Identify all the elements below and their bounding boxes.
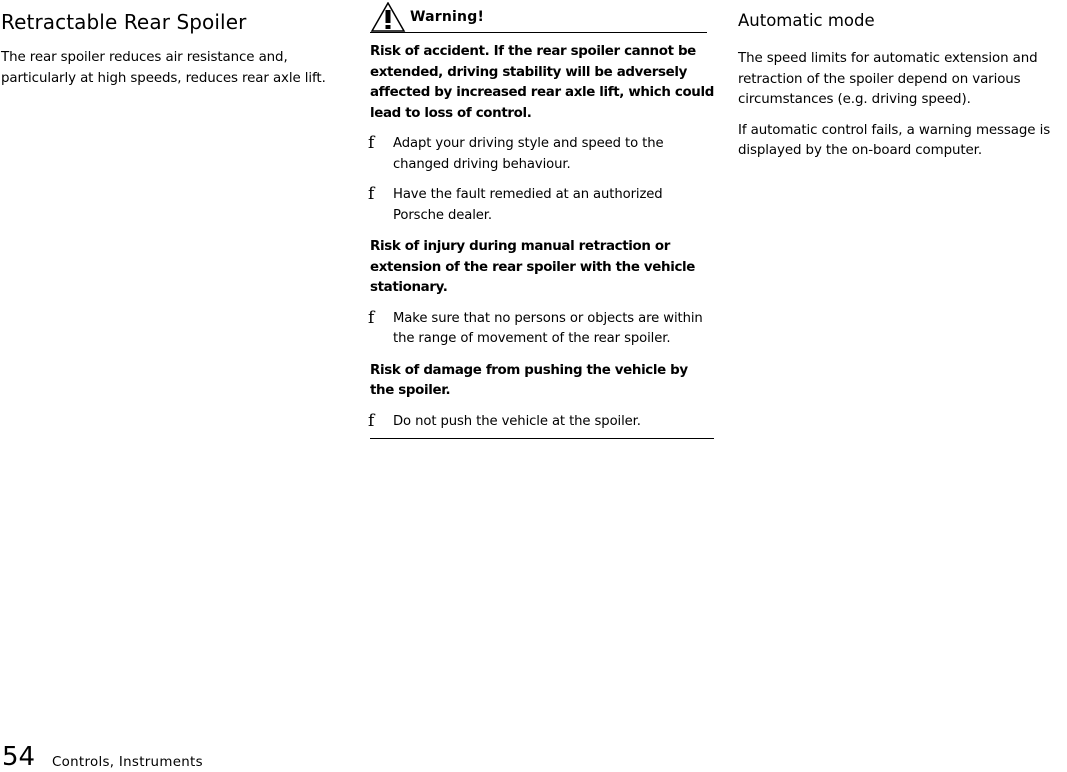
warning-heading-injury: Risk of injury during manual retraction or extension of the rear spoiler with the vehicle stationary. xyxy=(370,239,696,295)
warning-box xyxy=(370,0,715,439)
warning-triangle-icon xyxy=(370,2,406,32)
bullet-text: Do not push the vehicle at the spoiler. xyxy=(393,413,641,429)
warning-bullet xyxy=(370,309,715,350)
section-title: Retractable Rear Spoiler xyxy=(1,10,247,34)
warning-bullet xyxy=(370,412,715,433)
warning-bullet xyxy=(370,134,715,175)
bullet-arrow-icon: f xyxy=(368,184,375,204)
warning-heading-damage: Risk of damage from pushing the vehicle by the spoiler. xyxy=(370,362,688,398)
bullet-arrow-icon: f xyxy=(368,410,375,431)
bullet-text: Have the fault remedied at an authorized Porsche dealer. xyxy=(393,187,663,223)
bullet-text: Make sure that no persons or objects are within the range of movement of the rear spoiler. xyxy=(393,310,703,346)
chapter-name: Controls, Instruments xyxy=(52,755,203,770)
page-number: 54 xyxy=(2,742,36,772)
bullet-arrow-icon: f xyxy=(368,133,375,153)
subsection-title: Automatic mode xyxy=(738,11,875,30)
right-column xyxy=(738,0,1067,162)
bullet-arrow-icon: f xyxy=(368,307,375,328)
warning-heading-accident: Risk of accident. If the rear spoiler cannot be extended, driving stability will be adversely affected by increased rear axle lift, which could lead to loss of control. xyxy=(370,44,714,121)
warning-end-rule xyxy=(370,438,714,439)
automatic-mode-text: The speed limits for automatic extension and retraction of the spoiler depend on various circumstances (e.g. driving speed). xyxy=(738,51,1038,107)
intro-line-2: particularly at high speeds, reduces rear axle lift. xyxy=(1,70,326,86)
warning-header xyxy=(370,0,707,33)
warning-bullet xyxy=(370,185,715,226)
intro-line-1: The rear spoiler reduces air resistance and, xyxy=(1,50,288,65)
intro-text xyxy=(1,48,346,89)
bullet-text: Adapt your driving style and speed to the changed driving behaviour. xyxy=(393,136,664,172)
left-column xyxy=(1,0,346,89)
warning-label: Warning! xyxy=(410,9,485,25)
automatic-failure-text: If automatic control fails, a warning message is displayed by the on-board computer. xyxy=(738,122,1051,158)
